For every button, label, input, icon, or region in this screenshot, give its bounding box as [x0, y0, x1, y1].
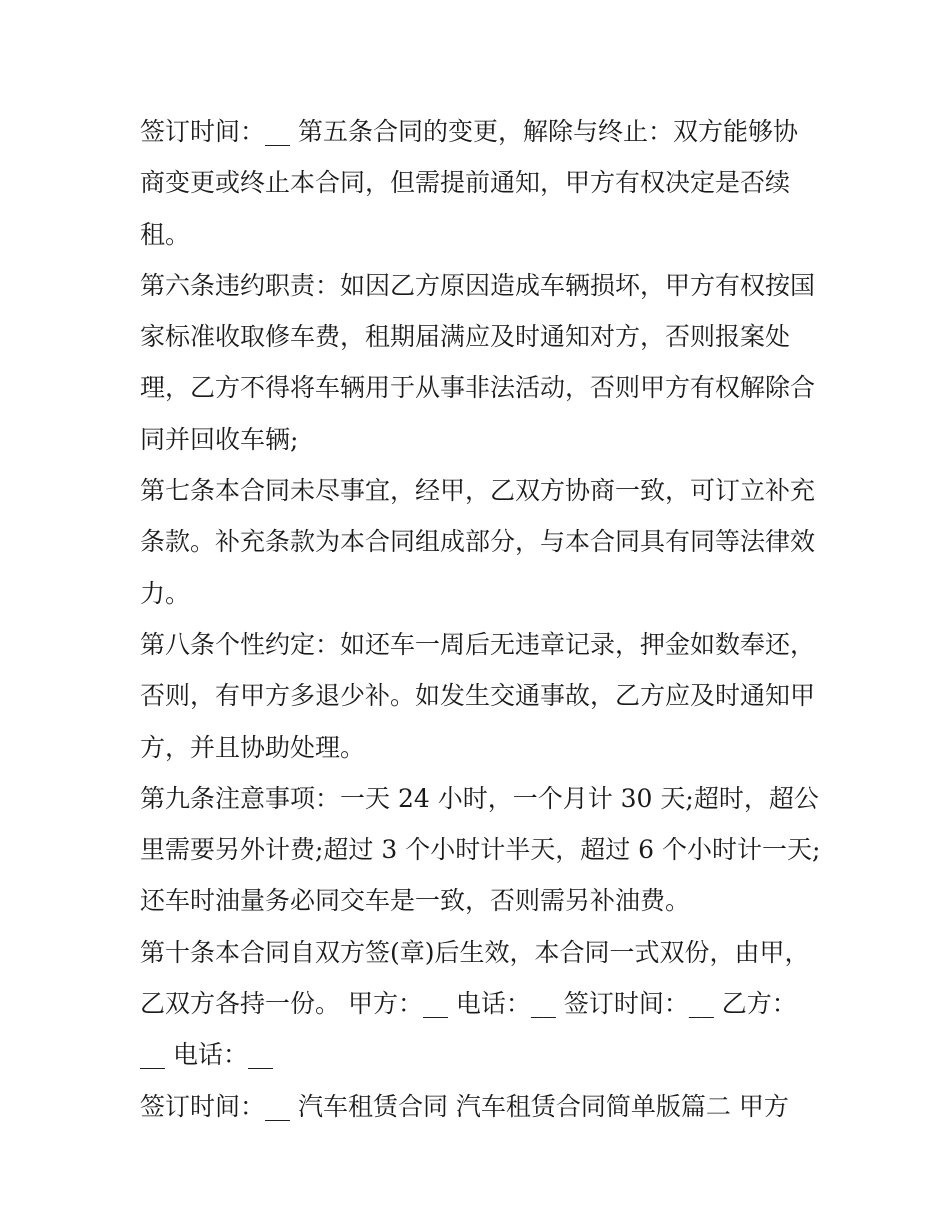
text-line: 还车时油量务必同交车是一致，否则需另补油费。 [140, 886, 691, 916]
text-line: __ 电话：__ [140, 1040, 273, 1070]
text-line: 乙双方各持一份。 甲方：__ 电话：__ 签订时间：__ 乙方： [140, 989, 797, 1019]
text-line: 同并回收车辆; [140, 424, 299, 454]
text-line: 租。 [140, 219, 191, 249]
text-line: 家标准收取修车费，租期届满应及时通知对方，否则报案处 [140, 322, 791, 352]
text-line: 条款。补充条款为本合同组成部分，与本合同具有同等法律效 [140, 527, 816, 557]
text-line: 商变更或终止本合同，但需提前通知，甲方有权决定是否续 [140, 168, 791, 198]
text-line: 签订时间：__ 第五条合同的变更，解除与终止：双方能够协 [140, 117, 798, 146]
text-line: 里需要另外计费;超过 3 个小时计半天，超过 6 个小时计一天; [140, 835, 821, 865]
text-line: 第六条违约职责：如因乙方原因造成车辆损坏，甲方有权按国 [140, 270, 816, 300]
text-line: 第八条个性约定：如还车一周后无违章记录，押金如数奉还， [140, 629, 816, 659]
text-line: 理，乙方不得将车辆用于从事非法活动，否则甲方有权解除合 [140, 373, 816, 403]
text-line: 否则，有甲方多退少补。如发生交通事故，乙方应及时通知甲 [140, 681, 816, 711]
text-line: 第九条注意事项：一天 24 小时，一个月计 30 天;超时，超公 [140, 783, 819, 813]
text-line: 第七条本合同未尽事宜，经甲，乙双方协商一致，可订立补充 [140, 476, 816, 506]
text-line: 签订时间：__ 汽车租赁合同 汽车租赁合同简单版篇二 甲方 [140, 1091, 789, 1121]
text-line: 力。 [140, 578, 191, 608]
text-line: 第十条本合同自双方签(章)后生效，本合同一式双份，由甲， [140, 937, 810, 967]
text-line: 方，并且协助处理。 [140, 732, 366, 762]
document-body [140, 106, 830, 1132]
